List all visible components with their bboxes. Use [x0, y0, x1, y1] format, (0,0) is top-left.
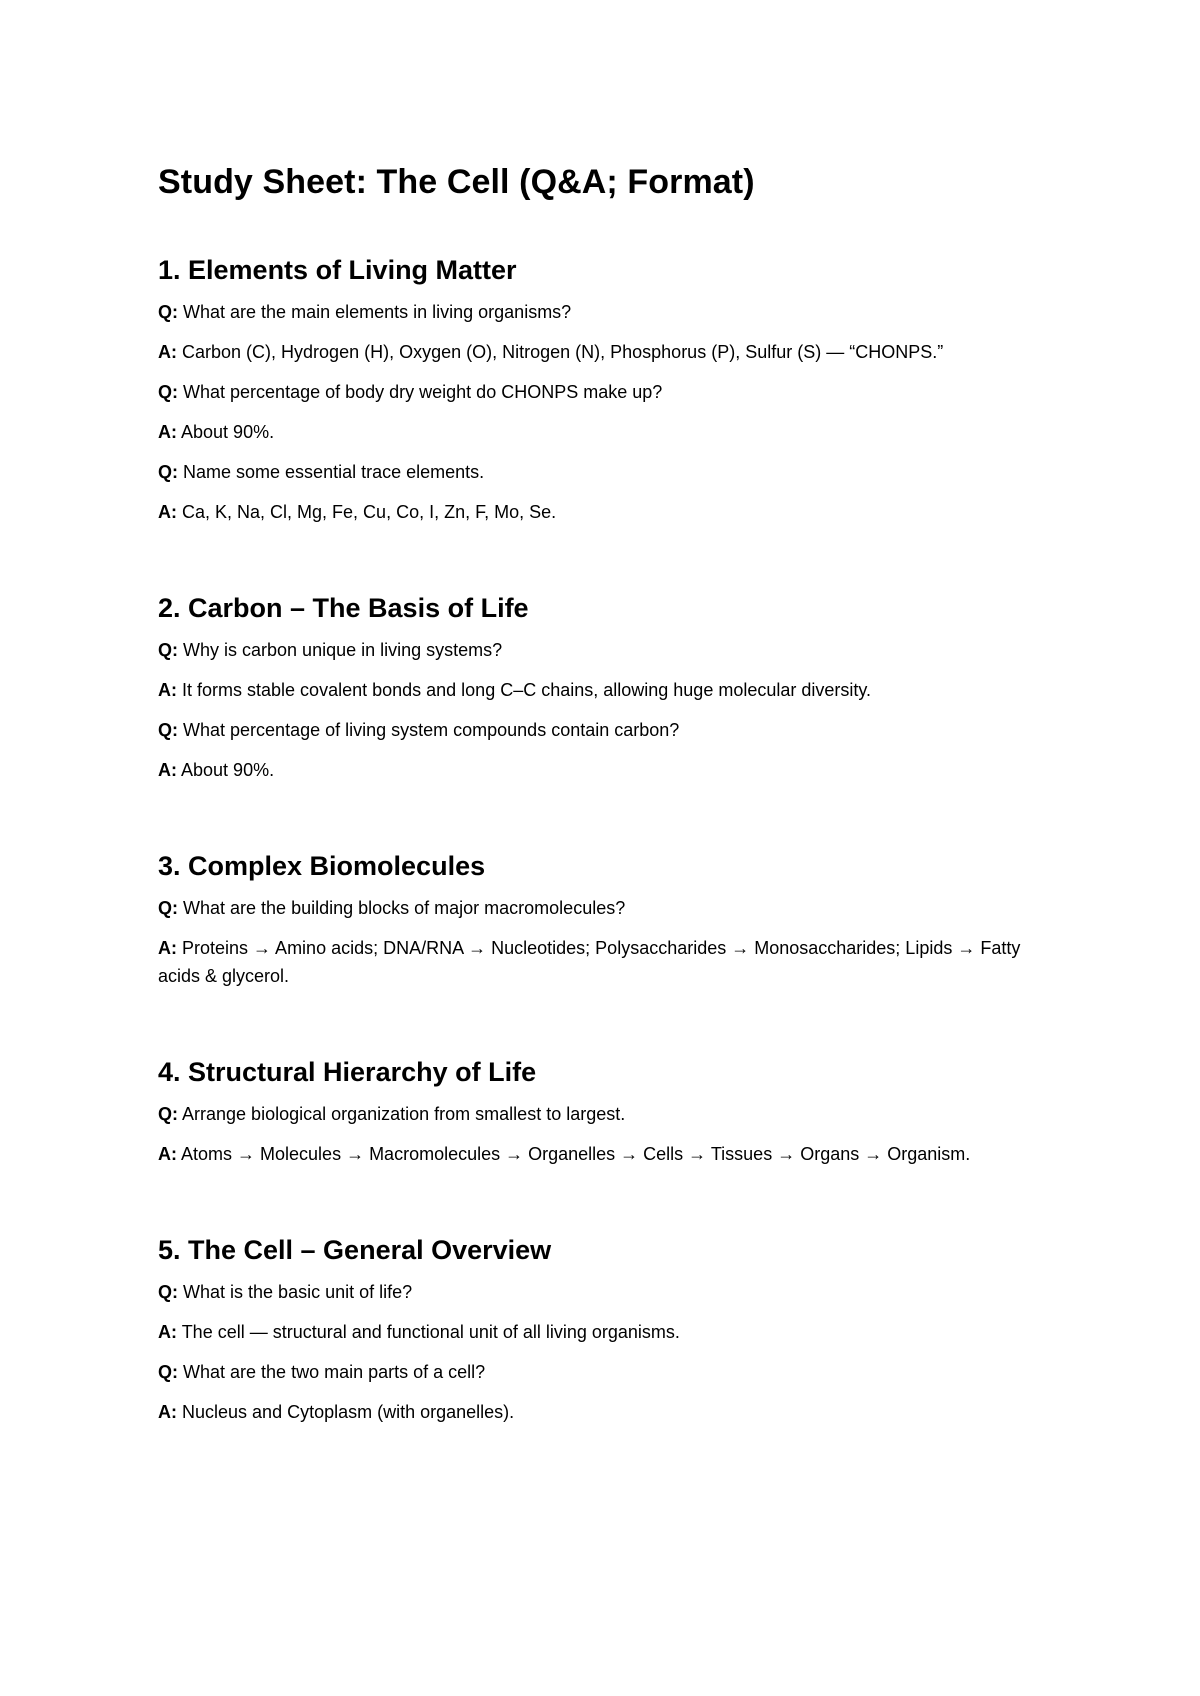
question-text: What percentage of body dry weight do CHONPS make up? [183, 382, 663, 402]
section-carbon-basis-of-life [158, 590, 1058, 784]
answer [158, 756, 1058, 784]
question-text: Arrange biological organization from smallest to largest. [182, 1104, 626, 1124]
answer [158, 498, 1058, 526]
answer-text: Proteins → Amino acids; DNA/RNA → Nucleotides; Polysaccharides → Monosaccharides; Lipids → Fatty acids & glycerol. [158, 938, 1021, 986]
section-elements-of-living-matter [158, 252, 1058, 526]
question-text: What is the basic unit of life? [183, 1282, 413, 1302]
section-heading: 3. Complex Biomolecules [158, 851, 486, 881]
question [158, 458, 1058, 486]
section-structural-hierarchy [158, 1054, 1058, 1168]
answer-text: About 90%. [181, 422, 275, 442]
answer-text: About 90%. [181, 760, 275, 780]
answer-text: It forms stable covalent bonds and long C–C chains, allowing huge molecular diversity. [182, 680, 872, 700]
question [158, 378, 1058, 406]
section-heading: 4. Structural Hierarchy of Life [158, 1057, 537, 1087]
question-text: What are the main elements in living organisms? [183, 302, 572, 322]
answer-label: A: [158, 342, 177, 362]
document-page [158, 158, 1058, 1438]
question [158, 894, 1058, 922]
answer [158, 338, 1058, 366]
answer-label: A: [158, 760, 177, 780]
section-heading: 2. Carbon – The Basis of Life [158, 593, 529, 623]
question-label: Q: [158, 382, 178, 402]
answer-text: Nucleus and Cytoplasm (with organelles). [182, 1402, 515, 1422]
answer [158, 1318, 1058, 1346]
question-label: Q: [158, 462, 178, 482]
question [158, 298, 1058, 326]
section-heading: 5. The Cell – General Overview [158, 1235, 552, 1265]
question [158, 1278, 1058, 1306]
answer-text: The cell — structural and functional unit of all living organisms. [181, 1322, 680, 1342]
question-label: Q: [158, 898, 178, 918]
answer [158, 676, 1058, 704]
question [158, 1100, 1058, 1128]
answer [158, 1398, 1058, 1426]
question-label: Q: [158, 302, 178, 322]
question-text: What are the building blocks of major macromolecules? [183, 898, 626, 918]
question-label: Q: [158, 640, 178, 660]
answer-text: Atoms → Molecules → Macromolecules → Organelles → Cells → Tissues → Organs → Organism. [181, 1144, 971, 1164]
page-title: Study Sheet: The Cell (Q&A; Format) [158, 163, 755, 201]
question [158, 636, 1058, 664]
section-complex-biomolecules [158, 848, 1058, 990]
question-label: Q: [158, 1282, 178, 1302]
answer-label: A: [158, 1322, 177, 1342]
question-label: Q: [158, 1362, 178, 1382]
answer-label: A: [158, 680, 177, 700]
answer-label: A: [158, 422, 177, 442]
question-label: Q: [158, 1104, 178, 1124]
question [158, 1358, 1058, 1386]
section-heading: 1. Elements of Living Matter [158, 255, 517, 285]
question-text: What are the two main parts of a cell? [183, 1362, 486, 1382]
answer [158, 934, 1058, 990]
answer-text: Ca, K, Na, Cl, Mg, Fe, Cu, Co, I, Zn, F, Mo, Se. [182, 502, 557, 522]
section-cell-general-overview [158, 1232, 1058, 1426]
answer-text: Carbon (C), Hydrogen (H), Oxygen (O), Nitrogen (N), Phosphorus (P), Sulfur (S) — “CHONPS.” [182, 342, 944, 362]
answer [158, 418, 1058, 446]
answer-label: A: [158, 502, 177, 522]
question-text: Name some essential trace elements. [183, 462, 485, 482]
question-label: Q: [158, 720, 178, 740]
question [158, 716, 1058, 744]
answer-label: A: [158, 938, 177, 958]
question-text: What percentage of living system compounds contain carbon? [183, 720, 680, 740]
question-text: Why is carbon unique in living systems? [183, 640, 503, 660]
answer [158, 1140, 1058, 1168]
answer-label: A: [158, 1402, 177, 1422]
answer-label: A: [158, 1144, 177, 1164]
